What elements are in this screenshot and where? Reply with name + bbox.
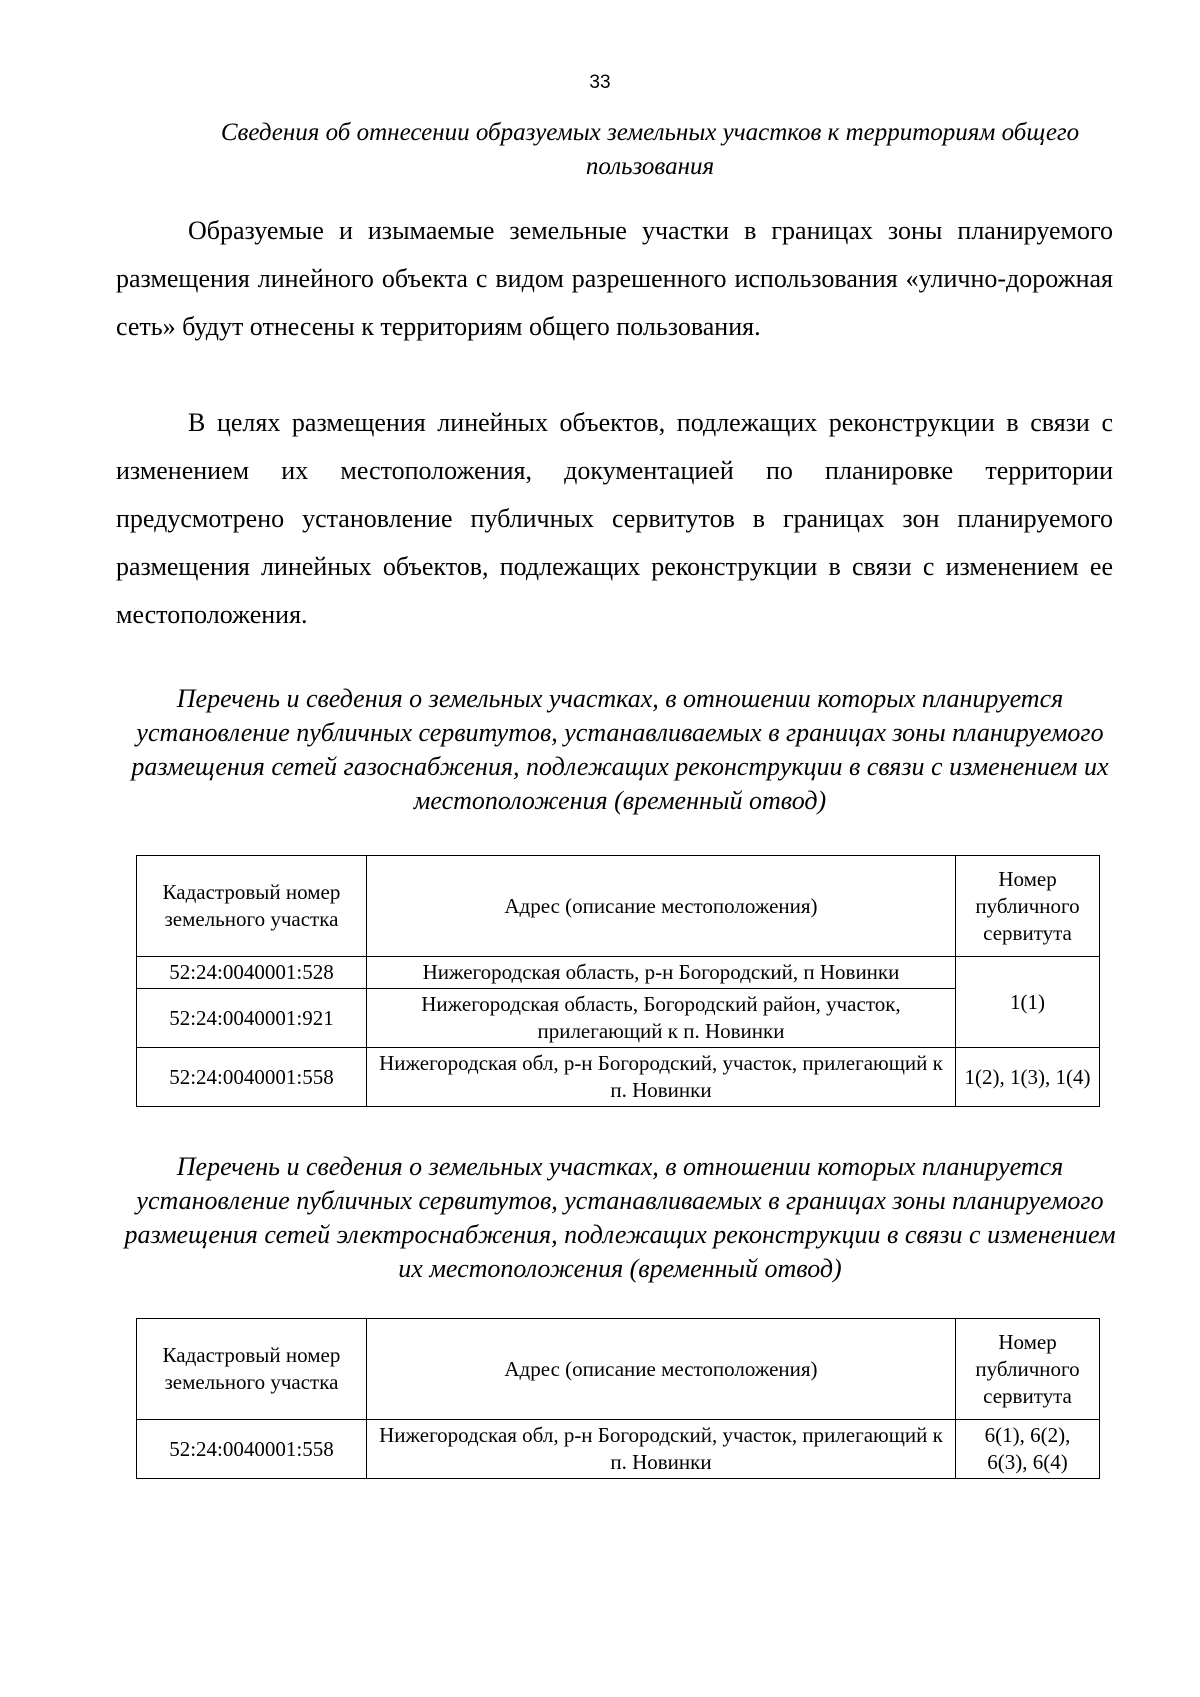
section-heading-common-use: Сведения об отнесении образуемых земельных участков к территориям общего пользования (220, 119, 1080, 180)
address-cell: Нижегородская обл, р-н Богородский, участок, прилегающий к п. Новинки (366, 1048, 955, 1107)
servitude-number-cell: 1(2), 1(3), 1(4) (956, 1048, 1100, 1107)
table-header-row (137, 1319, 1100, 1420)
gas-supply-servitude-table (136, 855, 1100, 1107)
table-row (137, 1420, 1100, 1479)
cadastral-number-cell: 52:24:0040001:528 (137, 957, 367, 989)
table-row (137, 989, 1100, 1048)
column-header-servitude: Номер публичного сервитута (956, 1319, 1100, 1420)
table-row (137, 1048, 1100, 1107)
cadastral-number-cell: 52:24:0040001:921 (137, 989, 367, 1048)
paragraph-common-use: Образуемые и изымаемые земельные участки в границах зоны планируемого размещения линейного объекта с видом разрешенного использования «улично-дорожная сеть» будут отнесены к территориям общего пользования. (116, 216, 1113, 341)
paragraph-servitudes: В целях размещения линейных объектов, подлежащих реконструкции в связи с изменением их местоположения, документацией по планировке территории предусмотрено установление публичных сервитутов в границах зон планируемого размещения линейных объектов, подлежащих реконструкции в связи с изменением ее местоположения. (116, 408, 1113, 629)
table-header-row (137, 856, 1100, 957)
servitude-number-cell: 6(1), 6(2), 6(3), 6(4) (956, 1420, 1100, 1479)
address-cell: Нижегородская область, р-н Богородский, п Новинки (366, 957, 955, 989)
section-heading-gas-supply: Перечень и сведения о земельных участках, в отношении которых планируется установление публичных сервитутов, устанавливаемых в границах зоны планируемого размещения сетей газоснабжения, подлежащих реконструкции в связи с изменением их местоположения (временный отвод) (131, 684, 1109, 815)
page-number: 33 (589, 72, 611, 93)
section-heading-power-supply: Перечень и сведения о земельных участках, в отношении которых планируется установление публичных сервитутов, устанавливаемых в границах зоны планируемого размещения сетей электроснабжения, подлежащих реконструкции в связи с изменением их местоположения (временный отвод) (124, 1152, 1116, 1283)
cadastral-number-cell: 52:24:0040001:558 (137, 1048, 367, 1107)
table-row (137, 957, 1100, 989)
column-header-address: Адрес (описание местоположения) (366, 1319, 955, 1420)
address-cell: Нижегородская область, Богородский район, участок, прилегающий к п. Новинки (366, 989, 955, 1048)
servitude-number-cell: 1(1) (956, 957, 1100, 1048)
power-supply-servitude-table (136, 1318, 1100, 1479)
column-header-servitude: Номер публичного сервитута (956, 856, 1100, 957)
column-header-address: Адрес (описание местоположения) (366, 856, 955, 957)
address-cell: Нижегородская обл, р-н Богородский, участок, прилегающий к п. Новинки (366, 1420, 955, 1479)
cadastral-number-cell: 52:24:0040001:558 (137, 1420, 367, 1479)
column-header-cadastral: Кадастровый номер земельного участка (137, 856, 367, 957)
column-header-cadastral: Кадастровый номер земельного участка (137, 1319, 367, 1420)
